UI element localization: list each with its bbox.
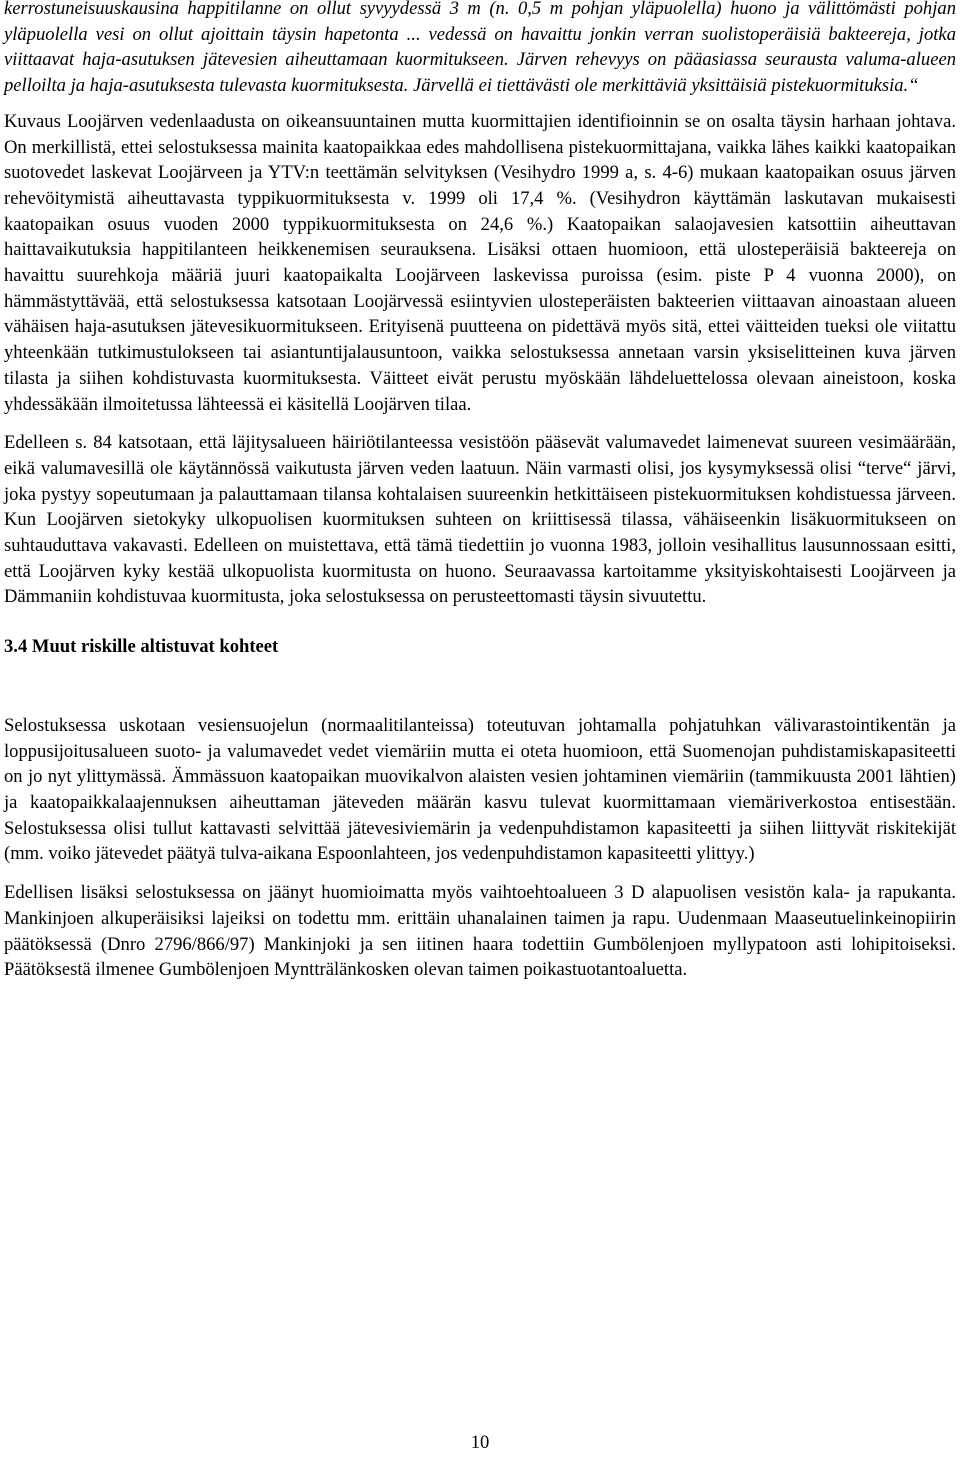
- body-paragraph-1: Kuvaus Loojärven vedenlaadusta on oikeansuuntainen mutta kuormittajien identifioinnin se on osalta täysin harhaan johtava. On merkillistä, ettei selostuksessa mainita kaatopaikkaa edes mahdollisena pistekuormittajana, vaikka lähes kaikki kaatopaikan suotovedet laskevat Loojärveen ja YTV:n teettämän selvityksen (Vesihydro 1999 a, s. 4-6) mukaan kaatopaikan osuus järven rehevöitymistä aiheuttavasta typpikuormituksesta v. 1999 oli 17,4 %. (Vesihydron käyttämän laskutavan mukaisesti kaatopaikan osuus vuoden 2000 typpikuormituksesta on 24,6 %.) Kaatopaikan salaojavesien katsottiin aiheuttavan haittavaikutuksia happitilanteen heikkenemisen seurauksena. Lisäksi ottaen huomioon, että ulosteperäisiä bakteereja on havaittu suurehkoja määriä juuri kaatopaikalta Loojärveen laskevissa puroissa (esim. piste P 4 vuonna 2000), on hämmästyttävää, että selostuksessa katsotaan Loojärvessä esiintyvien ulosteperäisten bakteerien viittaavan ainoastaan alueen vähäisen haja-asutuksen jätevesikuormitukseen. Erityisenä puutteena on pidettävä myös sitä, ettei väitteiden tueksi ole viitattu yhteenkään tutkimustulokseen tai asiantuntijalausuntoon, vaikka selostuksessa annetaan varsin yksiselitteinen kuva järven tilasta ja siihen kohdistuvasta kuormituksesta. Väitteet eivät perustu myöskään lähdeluettelossa olevaan aineistoon, koska yhdessäkään ilmoitetussa lähteessä ei käsitellä Loojärven tilaa.: [4, 110, 956, 415]
- body-paragraph-3: Selostuksessa uskotaan vesiensuojelun (normaalitilanteissa) toteutuvan johtamalla pohjatuhkan välivarastointikentän ja loppusijoitusalueen suoto- ja valumavedet vedet viemäriin mutta ei oteta huomioon, että Suomenojan puhdistamiskapasiteetti on jo nyt ylittymässä. Ämmässuon kaatopaikan muovikalvon alaisten vesien johtaminen viemäriin (tammikuusta 2001 lähtien) ja kaatopaikkalaajennuksen aiheuttaman jäteveden määrän kasvu tulevat kuormittamaan viemäriverkostoa entisestään. Selostuksessa olisi tullut kattavasti selvittää jätevesiviemärin ja vedenpuhdistamon kapasiteetti ja siihen liittyvät riskitekijät (mm. voiko jätevedet päätyä tulva-aikana Espoonlahteen, jos vedenpuhdistamon kapasiteetti ylittyy.): [4, 714, 956, 865]
- body-paragraph-2: Edelleen s. 84 katsotaan, että läjitysalueen häiriötilanteessa vesistöön pääsevät valumavedet laimenevat suureen vesimäärään, eikä valumavesillä ole käytännössä vaikutusta järven veden laatuun. Näin varmasti olisi, jos kysymyksessä olisi “terve“ järvi, joka pystyy sopeutumaan ja palauttamaan tilansa kohtalaisen suureenkin hetkittäiseen pistekuormituksen kohdistuessa järveen. Kun Loojärven sietokyky ulkopuolisen kuormituksen suhteen on kriittisessä tilassa, vähäiseenkin lisäkuormitukseen on suhtauduttava vakavasti. Edelleen on muistettava, että tämä tiedettiin jo vuonna 1983, jolloin vesihallitus lausunnossaan esitti, että Loojärven kyky kestää ulkopuolista kuormitusta on huono. Seuraavassa kartoitamme yksityiskohtaisesti Loojärveen ja Dämmaniin kohdistuvaa kuormitusta, joka selostuksessa on perusteettomasti täysin sivuutettu.: [4, 432, 956, 608]
- document-page: [4, 0, 956, 983]
- section-heading: 3.4 Muut riskille altistuvat kohteet: [4, 636, 279, 658]
- body-paragraph-4: Edellisen lisäksi selostuksessa on jäänyt huomioimatta myös vaihtoehtoalueen 3 D alapuolisen vesistön kala- ja rapukanta. Mankinjoen alkuperäisiksi lajeiksi on todettu mm. erittäin uhanalainen taimen ja rapu. Uudenmaan Maaseutuelinkeinopiirin päätöksessä (Dnro 2796/866/97) Mankinjoki ja sen iitinen haara todettiin Gumbölenjoen myllypatoon asti lohipitoiseksi. Päätöksestä ilmenee Gumbölenjoen Myntträlänkosken olevan taimen poikastuotantoaluetta.: [4, 882, 956, 981]
- quoted-paragraph: kerrostuneisuuskausina happitilanne on ollut syvyydessä 3 m (n. 0,5 m pohjan yläpuolella) huono ja välittömästi pohjan yläpuolella vesi on ollut ajoittain täysin hapetonta ... vedessä on havaittu jonkin verran suolistoperäisiä bakteereja, jotka viittaavat haja-asutuksen jätevesien aiheuttamaan kuormitukseen. Järven rehevyys on pääasiassa seurausta valuma-alueen pelloilta ja haja-asutuksesta tulevasta kuormituksesta. Järvellä ei tiettävästi ole merkittäviä yksittäisiä pistekuormituksia.“: [4, 0, 956, 97]
- page-number: 10: [470, 1432, 490, 1453]
